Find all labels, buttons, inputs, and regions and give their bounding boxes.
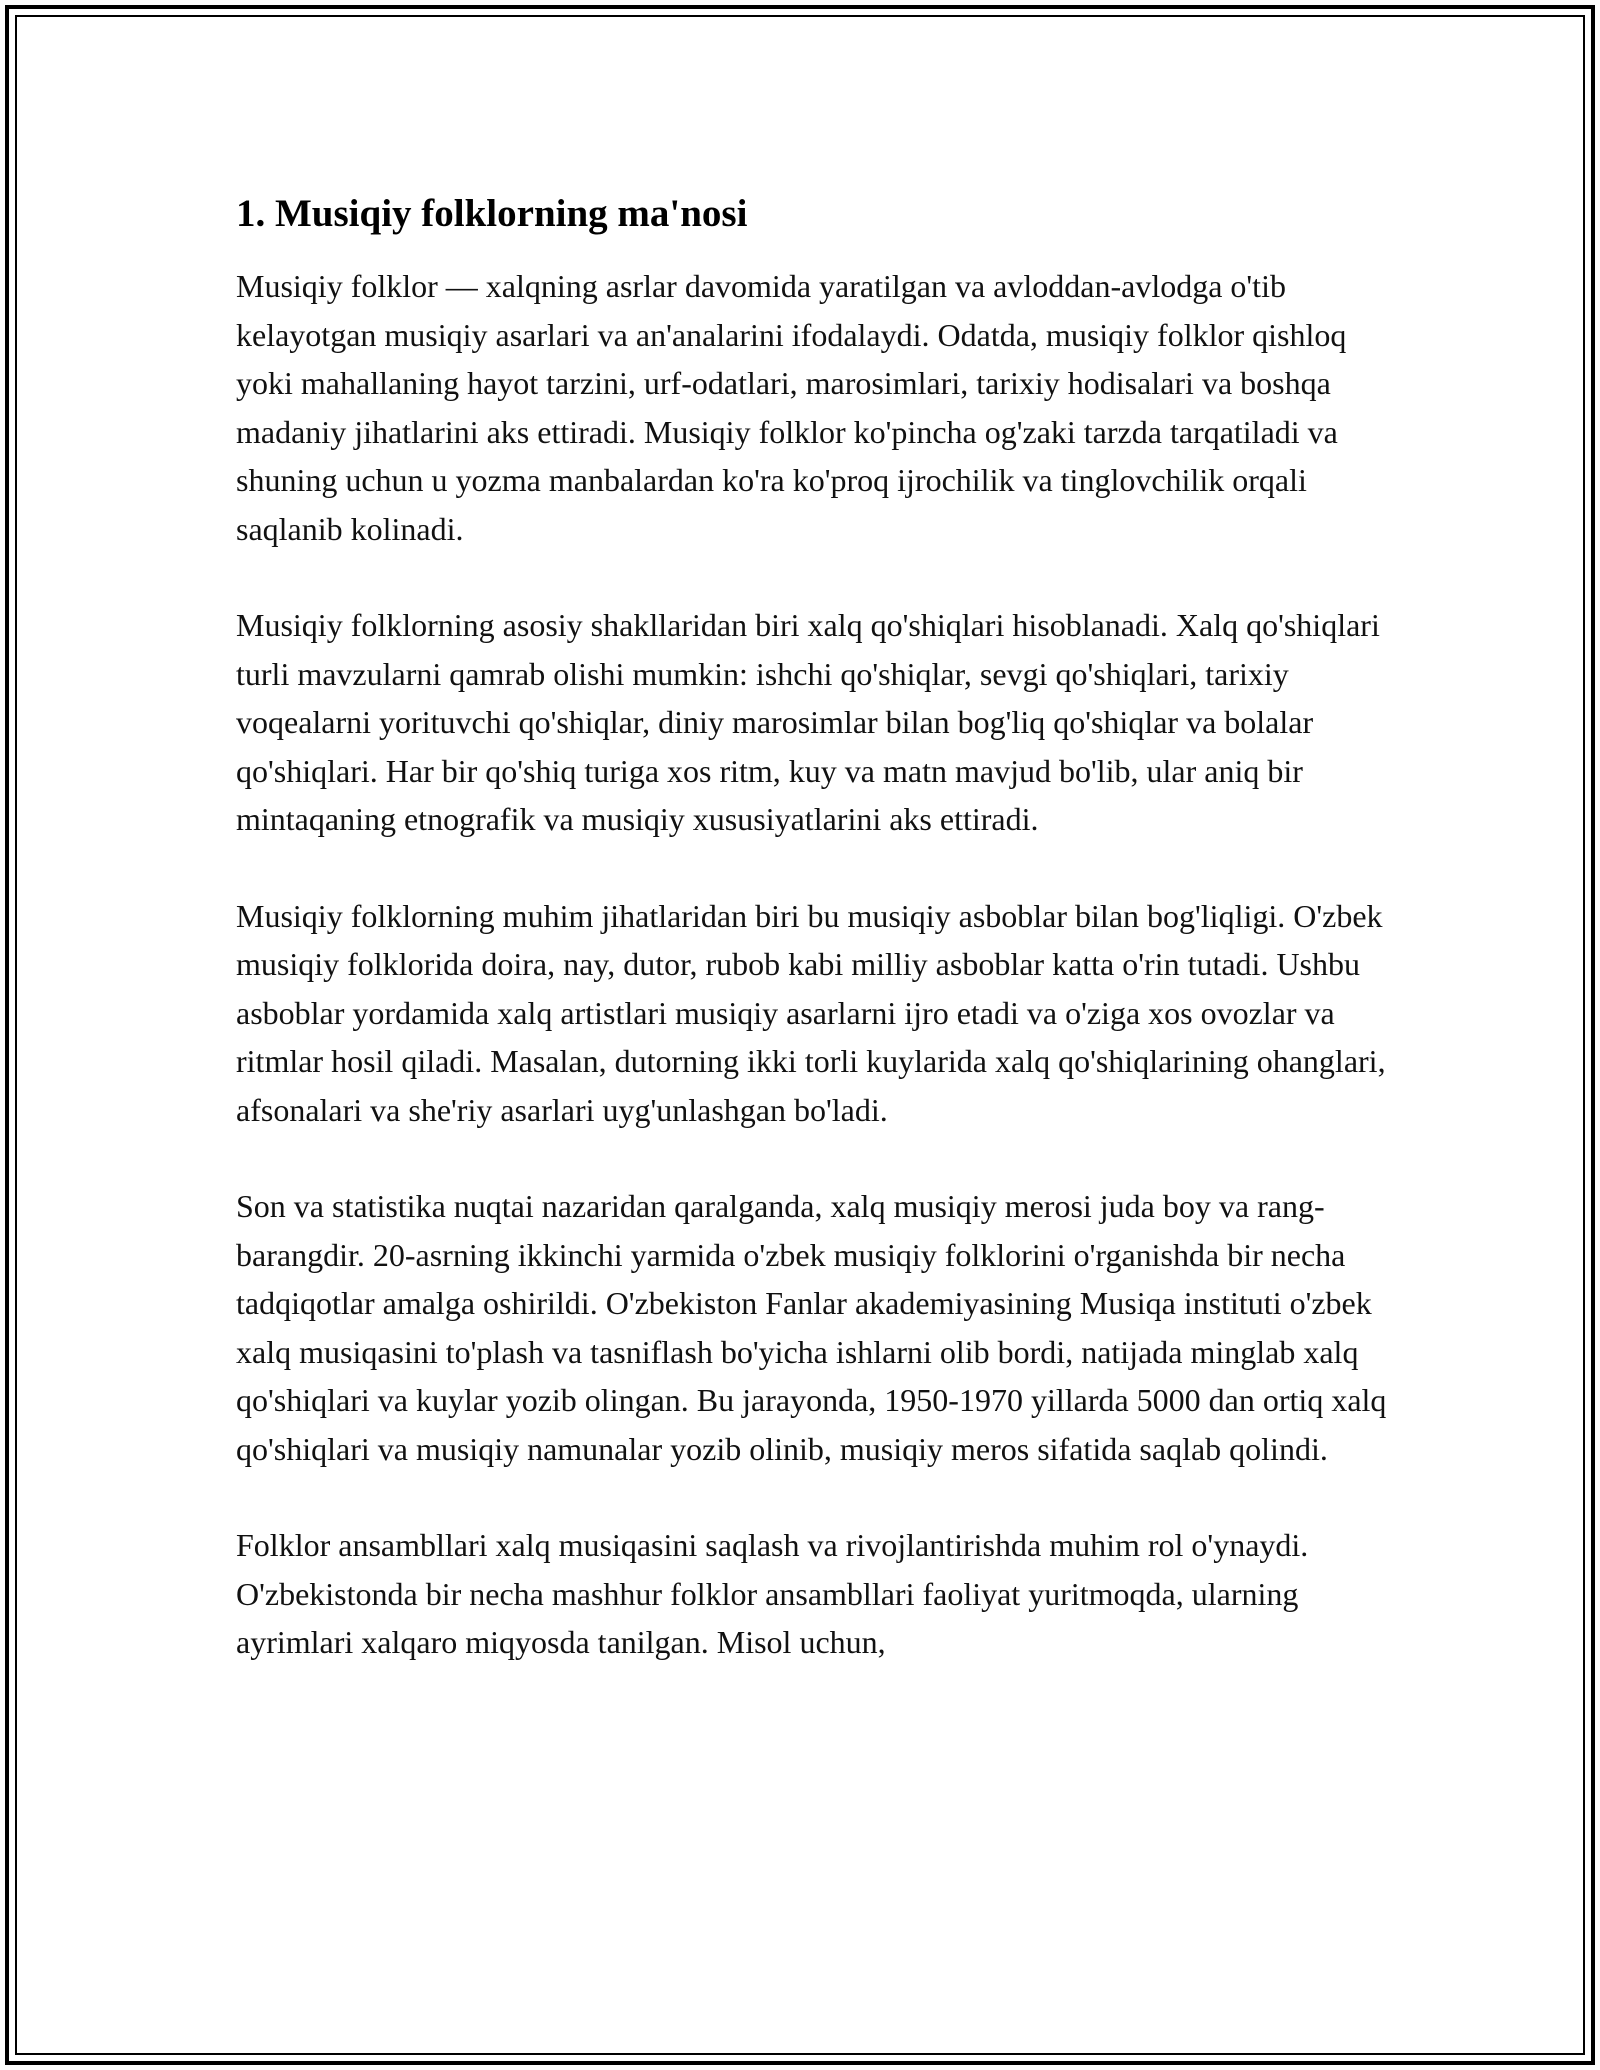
paragraph-5: Folklor ansambllari xalq musiqasini saqlash va rivojlantirishda muhim rol o'ynaydi. O'zbekistonda bir necha mashhur folklor ansambllari faoliyat yuritmoqda, ularning ayrimlari xalqaro miqyosda tanilgan. Misol uchun, [236,1527,1309,1660]
paragraph-3: Musiqiy folklorning muhim jihatlaridan biri bu musiqiy asboblar bilan bog'liqligi. O'zbek musiqiy folklorida doira, nay, dutor, rubob kabi milliy asboblar katta o'rin tutadi. Ushbu asboblar yordamida xalq artistlari musiqiy asarlarni ijro etadi va o'ziga xos ovozlar va ritmlar hosil qiladi. Masalan, dutorning ikki torli kuylarida xalq qo'shiqlarining ohanglari, afsonalari va she'riy asarlari uyg'unlashgan bo'ladi. [236,897,1386,1128]
section-heading: 1. Musiqiy folklorning ma'nosi [236,192,748,235]
paragraph-1: Musiqiy folklor — xalqning asrlar davomida yaratilgan va avloddan-avlodga o'tib kelayotgan musiqiy asarlari va an'analarini ifodalaydi. Odatda, musiqiy folklor qishloq yoki mahallaning hayot tarzini, urf-odatlari, marosimlari, tarixiy hodisalari va boshqa madaniy jihatlarini aks ettiradi. Musiqiy folklor ko'pincha og'zaki tarzda tarqatiladi va shuning uchun u yozma manbalardan ko'ra ko'proq ijrochilik va tinglovchilik orqali saqlanib kolinadi. [236,268,1347,547]
paragraph-2: Musiqiy folklorning asosiy shakllaridan biri xalq qo'shiqlari hisoblanadi. Xalq qo'shiqlari turli mavzularni qamrab olishi mumkin: ishchi qo'shiqlar, sevgi qo'shiqlari, tarixiy voqealarni yorituvchi qo'shiqlar, diniy marosimlar bilan bog'liq qo'shiqlar va bolalar qo'shiqlari. Har bir qo'shiq turiga xos ritm, kuy va matn mavjud bo'lib, ular aniq bir mintaqaning etnografik va musiqiy xususiyatlarini aks ettiradi. [236,607,1380,837]
paragraph-4: Son va statistika nuqtai nazaridan qaralganda, xalq musiqiy merosi juda boy va rang-barangdir. 20-asrning ikkinchi yarmida o'zbek musiqiy folklorini o'rganishda bir necha tadqiqotlar amalga oshirildi. O'zbekiston Fanlar akademiyasining Musiqa instituti o'zbek xalq musiqasini to'plash va tasniflash bo'yicha ishlarni olib bordi, natijada minglab xalq qo'shiqlari va kuylar yozib olingan. Bu jarayonda, 1950-1970 yillarda 5000 dan ortiq xalq qo'shiqlari va musiqiy namunalar yozib olinib, musiqiy meros sifatida saqlab qolindi. [236,1188,1387,1467]
document-body [236,186,1396,1715]
